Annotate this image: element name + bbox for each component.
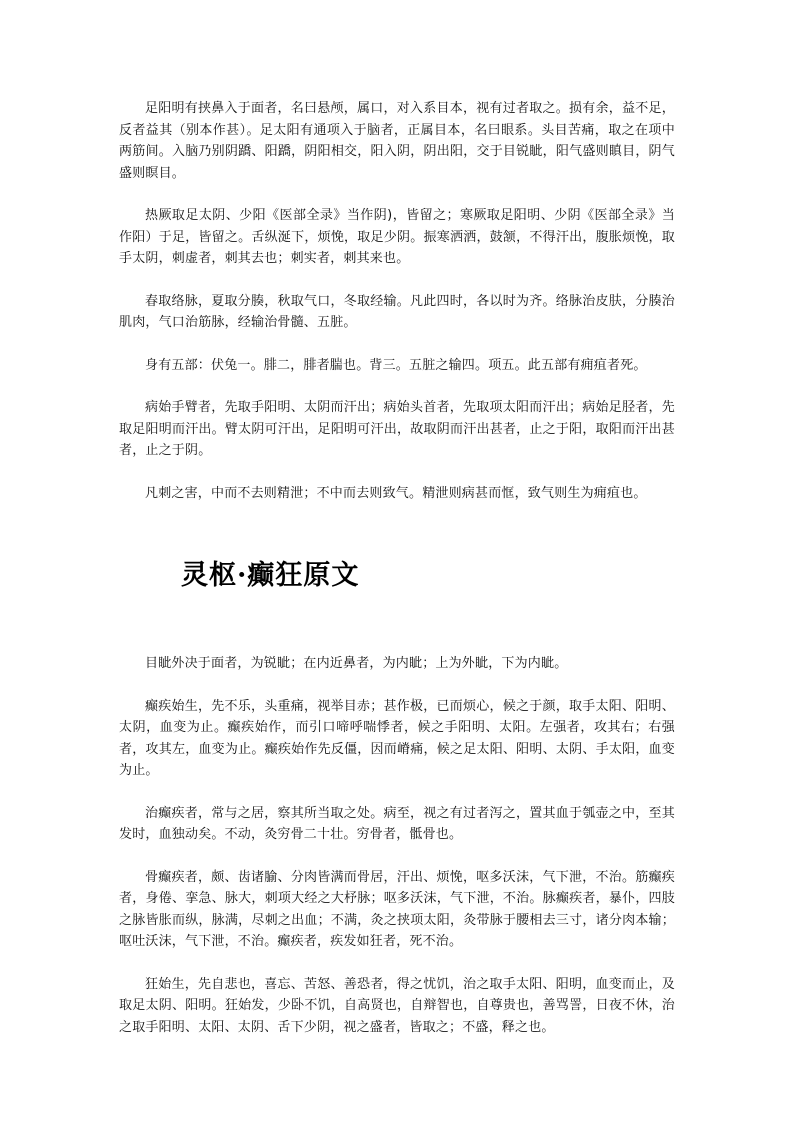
paragraph: 凡刺之害，中而不去则精泄；不中而去则致气。精泄则病甚而恇，致气则生为痈疽也。 [145, 485, 647, 501]
paragraph: 癫疾始生，先不乐，头重痛，视举目赤；甚作极，已而烦心，候之于颜，取手太阳、阳明、太阴，血变为止。癫疾始作，而引口啼呼喘悸者，候之手阳明、太阳。左强者，攻其右；右强者，攻其左，血变为止。癫疾始作先反僵，因而嵴痛，候之足太阳、阳明、太阴、手太阳，血变为止。 [119, 698, 675, 778]
section-one [119, 98, 675, 504]
paragraph-gap [119, 334, 675, 355]
paragraph: 足阳明有挟鼻入于面者，名曰悬颅，属口，对入系目本，视有过者取之。损有余，益不足，反者益其（别本作甚）。足太阳有通项入于脑者，正属目本，名曰眼系。头目苦痛，取之在项中两筋间。入脑乃别阴蹻、阳蹻，阴阳相交，阳入阴，阴出阳，交于目锐眦，阳气盛则瞋目，阴气盛则瞑目。 [119, 101, 675, 181]
paragraph-gap [119, 953, 675, 974]
paragraph: 治癫疾者，常与之居，察其所当取之处。病至，视之有过者泻之，置其血于瓠壶之中，至其发时，血独动矣。不动，灸穷骨二十壮。穷骨者，骶骨也。 [119, 805, 675, 842]
paragraph-gap [119, 782, 675, 803]
paragraph-gap [119, 184, 675, 205]
paragraph: 骨癫疾者，颇、齿诸腧、分肉皆满而骨居，汗出、烦悗，呕多沃沫，气下泄，不治。筋癫疾者，身倦、挛急、脉大，刺项大经之大杼脉；呕多沃沫，气下泄，不治。脉癫疾者，暴仆，四肢之脉皆胀而纵，脉满，尽刺之出血；不满，灸之挟项太阳，灸带脉于腰相去三寸，诸分肉本输；呕吐沃沫，气下泄，不治。癫疾者，疾发如狂者，死不治。 [119, 869, 675, 949]
paragraph: 目眦外决于面者，为锐眦；在内近鼻者，为内眦；上为外眦，下为内眦。 [145, 656, 568, 671]
paragraph-gap [119, 462, 675, 483]
paragraph: 病始手臂者，先取手阳明、太阴而汗出；病始头首者，先取项太阳而汗出；病始足胫者，先取足阳明而汗出。臂太阴可汗出，足阳明可汗出，故取阴而汗出甚者，止之于阳，取阳而汗出甚者，止之于阴。 [119, 400, 675, 458]
paragraph: 狂始生，先自悲也，喜忘、苦怒、善恐者，得之忧饥，治之取手太阳、阳明，血变而止，及取足太阴、阳明。狂始发，少卧不饥，自高贤也，自辩智也，自尊贵也，善骂詈，日夜不休，治之取手阳明、太阳、太阴、舌下少阴，视之盛者，皆取之；不盛，释之也。 [119, 976, 675, 1035]
paragraph-gap [119, 376, 675, 397]
paragraph-gap [119, 846, 675, 867]
paragraph: 热厥取足太阴、少阳《医部全录》当作阴)，皆留之；寒厥取足阳明、少阴《医部全录》当作阳）于足，皆留之。舌纵涎下，烦悗，取足少阴。振寒洒洒，鼓颔，不得汗出，腹胀烦悗，取手太阴，刺虚者，刺其去也；刺实者，刺其来也。 [119, 208, 675, 266]
paragraph-gap [119, 270, 675, 291]
section-two [119, 653, 675, 1038]
paragraph-gap [119, 675, 675, 696]
paragraph: 身有五部：伏兔一。腓二，腓者腨也。背三。五脏之输四。项五。此五部有痈疽者死。 [145, 357, 647, 373]
paragraph: 春取络脉，夏取分腠，秋取气口，冬取经输。凡此四时，各以时为齐。络脉治皮肤，分腠治肌肉，气口治筋脉，经输治骨髓、五脏。 [119, 293, 675, 330]
section-title: 灵枢·癫狂原文 [181, 560, 360, 591]
document-page [119, 98, 675, 1038]
